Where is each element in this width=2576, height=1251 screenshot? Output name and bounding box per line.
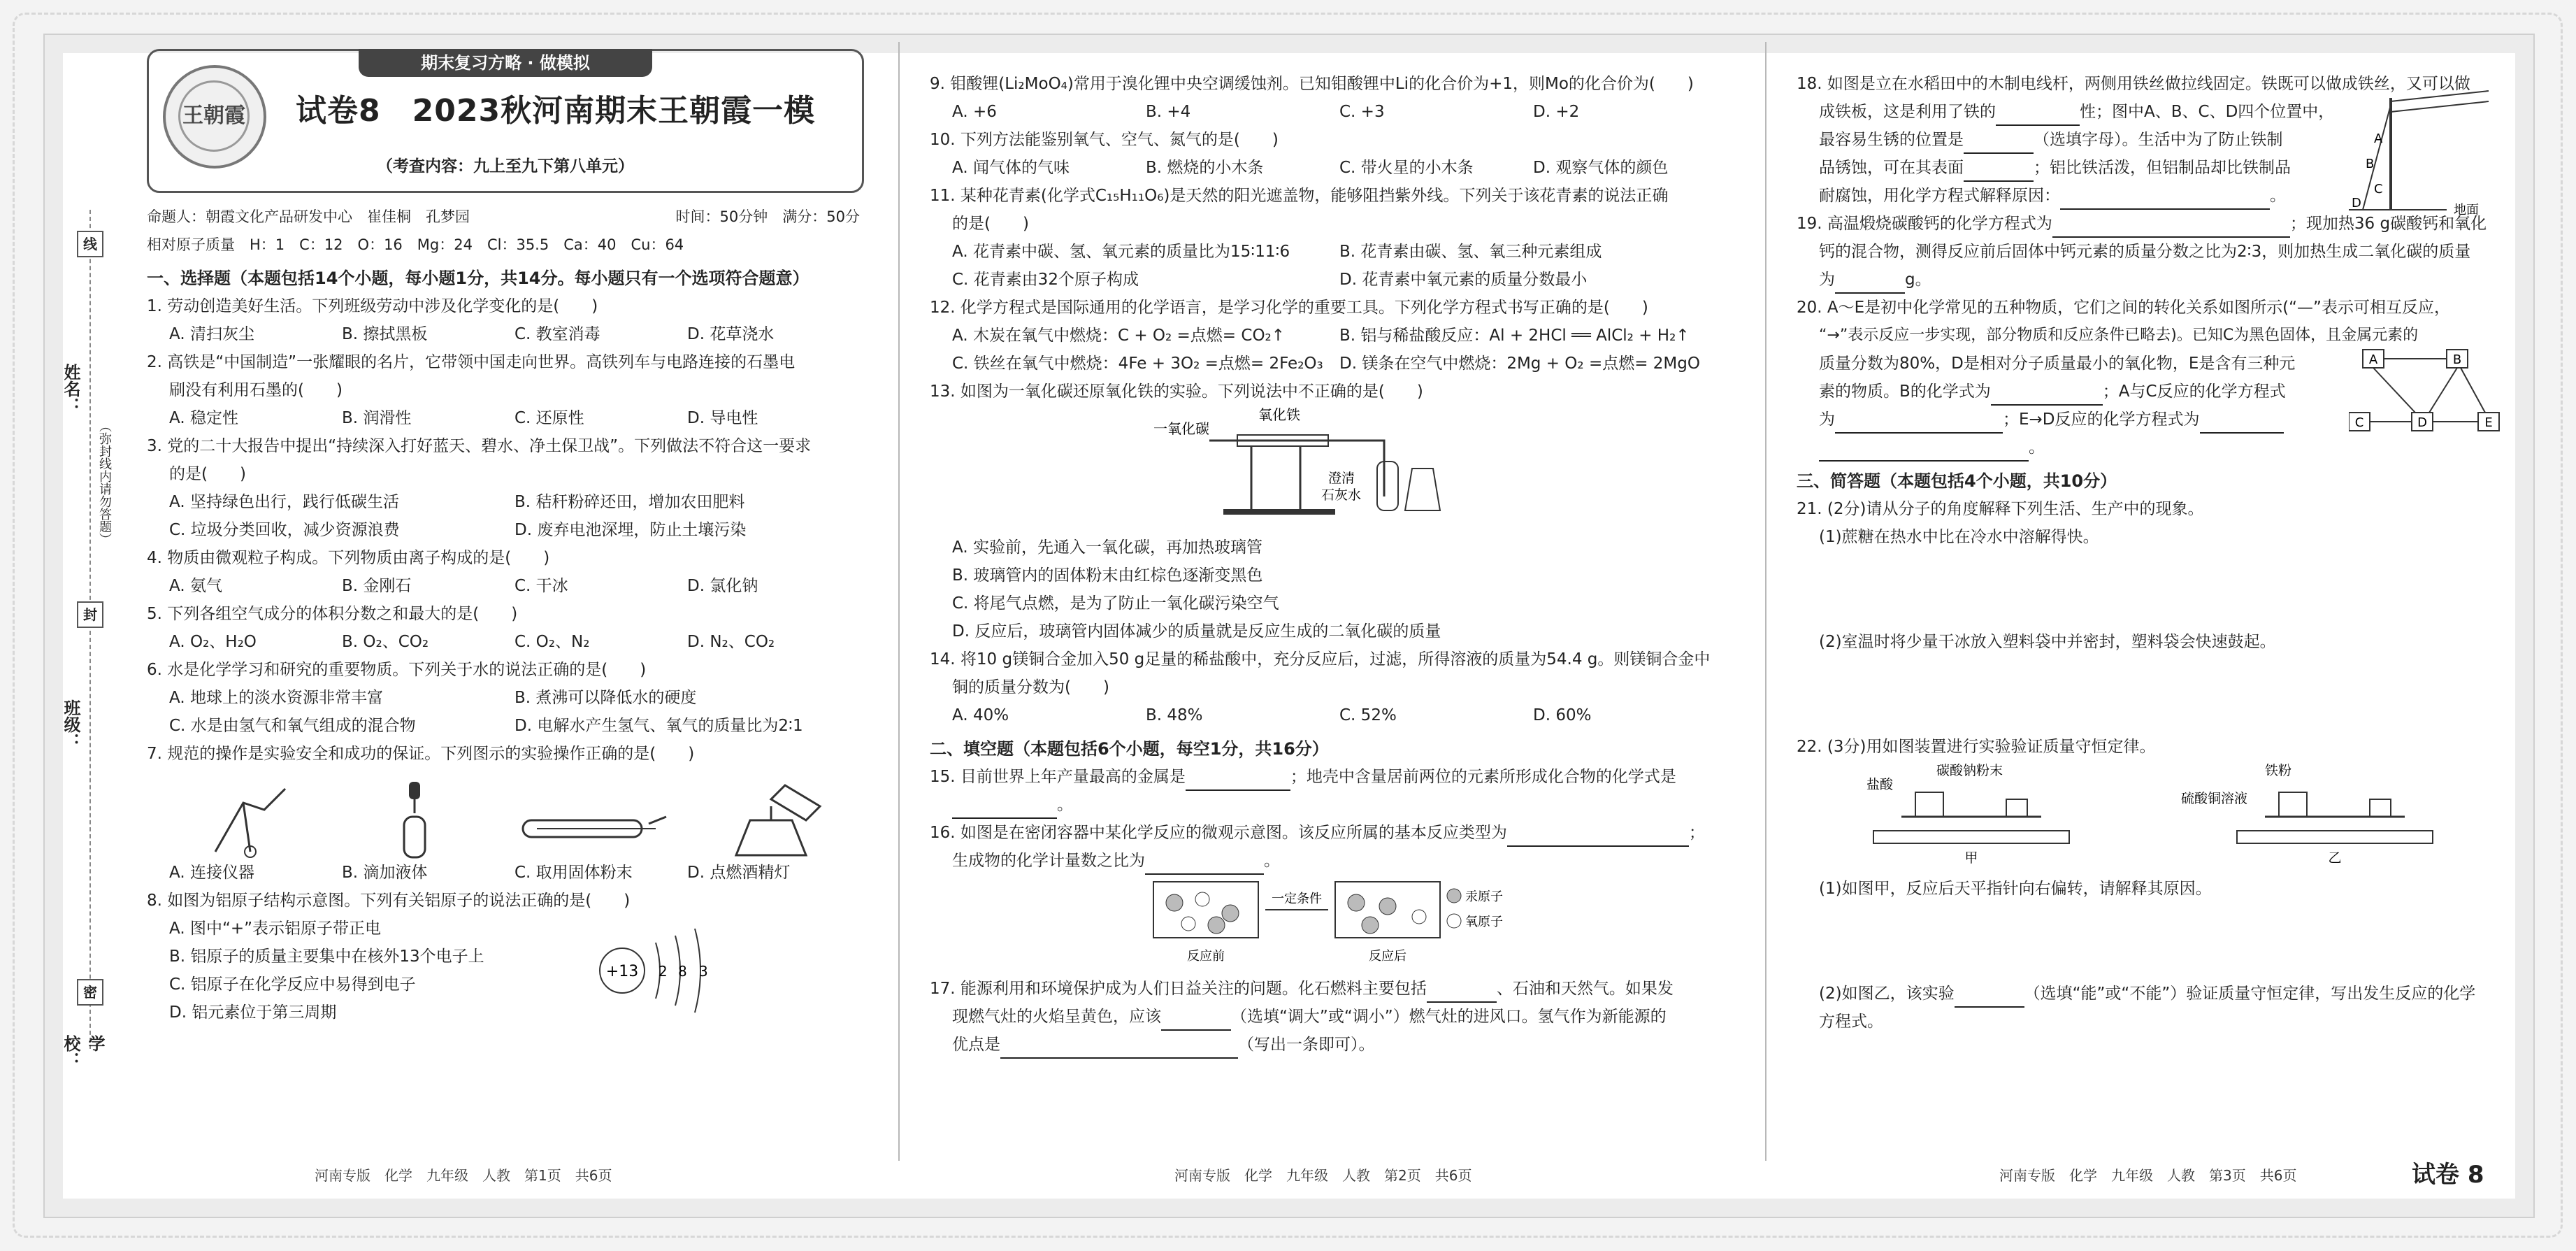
binding-strip: [61, 210, 112, 1068]
question: 7. 规范的操作是实验安全和成功的保证。下列图示的实验操作正确的是( ): [147, 745, 695, 763]
acid-label: 盐酸: [1866, 777, 1894, 792]
answer-blank[interactable]: [1835, 413, 2003, 434]
question: 13. 如图为一氧化碳还原氧化铁的实验。下列说法中不正确的是( ): [930, 383, 1423, 401]
question-cont: 的是( ): [169, 465, 246, 483]
question-cont: [930, 847, 1727, 875]
answer-space[interactable]: [1797, 656, 2524, 733]
text: 17. 能源利用和环境保护成为人们日益关注的问题。化石燃料主要包括: [930, 980, 1427, 998]
option: C. 52%: [1339, 706, 1397, 724]
question: 5. 下列各组空气成分的体积分数之和最大的是( ): [147, 605, 518, 623]
text: (2)如图乙，该实验: [1819, 985, 1955, 1003]
carbonate-label: 碳酸钠粉末: [1936, 763, 2003, 778]
question-cont: [930, 1031, 1727, 1059]
option: A. 地球上的淡水资源非常丰富: [169, 689, 383, 707]
text: 19. 高温煅烧碳酸钙的化学方程式为: [1797, 215, 2052, 233]
dropper-icon: [373, 778, 456, 859]
cuso4-label: 硫酸铜溶液: [2181, 791, 2248, 806]
legend-mercury: 汞原子: [1465, 889, 1503, 904]
option: C. 将尾气点燃，是为了防止一氧化碳污染空气: [952, 594, 1279, 613]
condition-label: 一定条件: [1272, 892, 1322, 906]
text: ；A与C反应的化学方程式: [2102, 383, 2286, 401]
point-b: B: [2366, 157, 2375, 171]
seal-mark: 线: [77, 231, 103, 257]
question-cont: 钙的混合物，测得反应前后固体中钙元素的质量分数之比为2∶3，则加热生成二氧化碳的质量: [1819, 243, 2471, 261]
answer-blank[interactable]: [1161, 1010, 1231, 1031]
answer-blank[interactable]: [1835, 273, 1905, 294]
answer-blank[interactable]: [952, 798, 1057, 819]
question: 4. 物质由微观粒子构成。下列物质由离子构成的是( ): [147, 549, 550, 567]
text: ；地壳中含量居前两位的元素所形成化合物的化学式是: [1290, 768, 1676, 786]
option: A. 清扫灰尘: [169, 325, 254, 343]
options: [147, 404, 860, 432]
option: B. 铝与稀盐酸反应：Al + 2HCl ══ AlCl₂ + H₂↑: [1339, 327, 1690, 345]
text: 。: [2270, 187, 2286, 205]
question: 6. 水是化学学习和研究的重要物质。下列关于水的说法正确的是( ): [147, 661, 647, 679]
question: [930, 975, 1727, 1003]
question-cont: [930, 791, 1727, 819]
option: C. 铁丝在氧气中燃烧：4Fe + 3O₂ =点燃= 2Fe₂O₃: [952, 355, 1323, 373]
lab-operations-figure: [175, 775, 860, 859]
options: [147, 572, 860, 600]
question-cont: 的是( ): [952, 215, 1029, 233]
exam-scope: （考查内容：九上至九下第八单元）: [377, 157, 634, 176]
sub-question-cont: 方程式。: [1819, 1013, 1883, 1031]
answer-blank[interactable]: [1964, 161, 2034, 182]
node-a: A: [2368, 352, 2378, 367]
options: [147, 628, 860, 656]
option: D. 铝元素位于第三周期: [169, 1003, 337, 1022]
node-e: E: [2484, 415, 2493, 430]
options: [147, 488, 860, 544]
option: C. 还原性: [515, 409, 584, 427]
options: [930, 701, 1727, 729]
figure-jia: 甲: [1964, 850, 1978, 866]
question: 21. (2分)请从分子的角度解释下列生活、生产中的现象。: [1797, 500, 2204, 518]
question: 9. 钼酸锂(Li₂MoO₄)常用于溴化锂中央空调缓蚀剂。已知钼酸锂中Li的化合价为+1，则Mo的化合价为( ): [930, 75, 1694, 93]
answer-blank[interactable]: [1427, 982, 1497, 1003]
nucleus-label: +13: [605, 963, 639, 980]
option: D. 点燃酒精灯: [687, 864, 791, 882]
text: 耐腐蚀，用化学方程式解释原因：: [1819, 187, 2060, 205]
figure-yi: 乙: [2328, 850, 2342, 866]
option: D. 氯化钠: [687, 577, 758, 595]
option: B. 燃烧的小木条: [1146, 159, 1264, 177]
iron-oxide-label: 氧化铁: [1258, 406, 1300, 423]
q20-block: [1797, 322, 2524, 462]
question: 10. 下列方法能鉴别氧气、空气、氮气的是( ): [930, 131, 1279, 149]
sub-question: [1797, 980, 2524, 1008]
name-label: 姓名：: [61, 364, 80, 414]
pole-diagram: [2349, 84, 2503, 224]
section-title: 一、选择题（本题包括14个小题，每小题1分，共14分。每小题只有一个选项符合题意）: [147, 269, 810, 288]
atomic-masses: 相对原子质量 H：1 C：12 O：16 Mg：24 Cl：35.5 Ca：40 Cu：64: [147, 236, 684, 253]
option: A. +6: [952, 103, 997, 121]
option: D. 60%: [1533, 706, 1592, 724]
option: C. 教室消毒: [515, 325, 600, 343]
options: [147, 915, 860, 1027]
option: B. 润滑性: [342, 409, 412, 427]
option: A. 氨气: [169, 577, 222, 595]
question-cont: 质量分数为80%，D是相对分子质量最小的氧化物，E是含有三种元: [1819, 355, 2296, 373]
question: 2. 高铁是“中国制造”一张耀眼的名片，它带领中国走向世界。高铁列车与电路连接的石墨电: [147, 353, 796, 371]
aluminum-atom-diagram: [594, 915, 734, 1020]
text: 最容易生锈的位置是: [1819, 131, 1964, 149]
options: [147, 684, 860, 740]
option: D. N₂、CO₂: [687, 633, 775, 651]
options: [930, 238, 1727, 294]
sub-question: (2)室温时将少量干冰放入塑料袋中并密封，塑料袋会快速鼓起。: [1819, 633, 2276, 651]
question: 20. A～E是初中化学常见的五种物质，它们之间的转化关系如图所示(“—”表示可相互反应，: [1797, 299, 2450, 317]
option: A. 闻气体的气味: [952, 159, 1070, 177]
co-reduction-apparatus: [1153, 406, 1447, 524]
option: A. 花青素中碳、氢、氧元素的质量比为15∶11∶6: [952, 243, 1290, 261]
option: C. 干冰: [515, 577, 568, 595]
time-score: 时间：50分钟 满分：50分: [675, 208, 860, 225]
answer-blank[interactable]: [1507, 826, 1689, 847]
option: B. O₂、CO₂: [342, 633, 429, 651]
text: 。: [2029, 438, 2045, 457]
column-divider: [1765, 42, 1766, 1161]
option: A. O₂、H₂O: [169, 633, 257, 651]
section-title: 三、简答题（本题包括4个小题，共10分）: [1797, 471, 2117, 491]
question: 18. 如图是立在水稻田中的木制电线杆，两侧用铁丝做拉线固定。铁既可以做成铁丝，又可以做: [1797, 75, 2470, 93]
school-label: 学校：: [61, 1035, 105, 1068]
question: 14. 将10 g镁铜合金加入50 g足量的稀盐酸中，充分反应后，过滤，所得溶液的质量为54.4 g。则镁铜合金中: [930, 650, 1711, 669]
answer-blank[interactable]: [2060, 189, 2270, 210]
option: B. +4: [1146, 103, 1191, 121]
option: C. 花青素由32个原子构成: [952, 271, 1139, 289]
question: 3. 党的二十大报告中提出“持续深入打好蓝天、碧水、净土保卫战”。下列做法不符合这一要求: [147, 437, 812, 455]
text: 、石油和天然气。如果发: [1496, 980, 1674, 998]
answer-space[interactable]: [1797, 903, 2524, 980]
option: A. 图中“+”表示铝原子带正电: [169, 920, 382, 938]
option: D. 花青素中氧元素的质量分数最小: [1339, 271, 1588, 289]
option: B. 玻璃管内的固体粉末由红棕色逐渐变黑色: [952, 566, 1263, 585]
option: B. 金刚石: [342, 577, 412, 595]
page-footer: 河南专版 化学 九年级 人教 第1页 共6页: [315, 1167, 612, 1184]
column-divider: [898, 42, 900, 1161]
answer-blank[interactable]: [1964, 133, 2034, 154]
options: [930, 534, 1727, 645]
options: [930, 322, 1727, 378]
seal-note: （弥封线内请勿答题）: [97, 420, 112, 545]
question-cont: [1797, 266, 2524, 294]
question: 11. 某种花青素(化学式C₁₅H₁₁O₆)是天然的阳光遮盖物，能够阻挡紫外线。下列关于该花青素的说法正确: [930, 187, 1669, 205]
seal-line: [89, 210, 91, 1049]
lime-label: 石灰水: [1321, 487, 1362, 503]
page-footer: 河南专版 化学 九年级 人教 第2页 共6页: [1174, 1167, 1472, 1184]
node-c: C: [2354, 415, 2364, 430]
point-c: C: [2374, 182, 2383, 196]
option: D. 废弃电池深埋，防止土壤污染: [515, 521, 747, 539]
page-footer: 河南专版 化学 九年级 人教 第3页 共6页: [1999, 1167, 2297, 1184]
text: ；现加热36 g碳酸钙和氧化: [2289, 215, 2487, 233]
option: C. 垃圾分类回收，减少资源浪费: [169, 521, 400, 539]
alcohol-lamp-icon: [722, 778, 834, 859]
class-label: 班级：: [61, 699, 80, 750]
powder-tube-icon: [509, 796, 670, 859]
option: A. 稳定性: [169, 409, 238, 427]
exam-meta: [147, 203, 860, 231]
answer-blank[interactable]: [2052, 217, 2290, 238]
option: D. 花草浇水: [687, 325, 775, 343]
seal-mark: 封: [77, 601, 103, 628]
text: 性；图中A、B、C、D四个位置中，: [2080, 103, 2335, 121]
text: g。: [1905, 271, 1931, 289]
text: 15. 目前世界上年产量最高的金属是: [930, 768, 1186, 786]
question: 22. (3分)用如图装置进行实验验证质量守恒定律。: [1797, 738, 2156, 756]
option: A. 木炭在氧气中燃烧：C + O₂ =点燃= CO₂↑: [952, 327, 1286, 345]
before-label: 反应前: [1187, 949, 1225, 964]
option: C. O₂、N₂: [515, 633, 590, 651]
text: 素的物质。B的化学式为: [1819, 383, 1991, 401]
q18-block: [1797, 98, 2524, 217]
authors: 命题人：朝霞文化产品研发中心 崔佳桐 孔梦园: [147, 208, 470, 225]
node-b: B: [2452, 352, 2462, 367]
option: D. 导电性: [687, 409, 758, 427]
text: （选填字母）。生活中为了防止铁制: [2034, 131, 2283, 149]
text: （选填“调大”或“调小”）燃气灶的进风口。氢气作为新能源的: [1231, 1008, 1667, 1026]
option: A. 40%: [952, 706, 1009, 724]
option: B. 煮沸可以降低水的硬度: [515, 689, 697, 707]
options: [930, 98, 1727, 126]
option: B. 滴加液体: [342, 864, 428, 882]
text: 为: [1819, 410, 1835, 429]
option: C. 带火星的小木条: [1339, 159, 1474, 177]
question-cont: 刷没有利用石墨的( ): [169, 381, 343, 399]
conversion-diagram: [2349, 343, 2503, 441]
question: 12. 化学方程式是国际通用的化学语言，是学习化学的重要工具。下列化学方程式书写正确的是( ): [930, 299, 1648, 317]
exam-header: [147, 49, 864, 193]
question-cont: [930, 1003, 1727, 1031]
shell-2: 8: [678, 963, 687, 980]
option: C. 铝原子在化学反应中易得到电子: [169, 975, 416, 994]
option: B. 花青素由碳、氢、氧三种元素组成: [1339, 243, 1602, 261]
option: C. +3: [1339, 103, 1385, 121]
text: ；铝比铁活泼，但铝制品却比铁制品: [2034, 159, 2291, 177]
answer-space[interactable]: [1797, 551, 2524, 628]
connect-apparatus-icon: [201, 782, 320, 859]
paper-tag: 试卷 8: [2412, 1161, 2484, 1189]
answer-blank[interactable]: [1955, 987, 2024, 1008]
answer-blank[interactable]: [1000, 1038, 1238, 1059]
text: 为: [1819, 271, 1835, 289]
co-label: 一氧化碳: [1153, 420, 1209, 437]
text: （写出一条即可）。: [1238, 1036, 1375, 1054]
answer-blank[interactable]: [1186, 770, 1290, 791]
option: A. 实验前，先通入一氧化碳，再加热玻璃管: [952, 538, 1262, 557]
shell-3: 3: [699, 963, 708, 980]
question: [930, 763, 1727, 791]
answer-blank[interactable]: [2200, 413, 2284, 434]
option: B. 铝原子的质量主要集中在核外13个电子上: [169, 948, 484, 966]
banner: 期末复习方略 · 做模拟: [359, 49, 652, 77]
option: D. 观察气体的颜色: [1533, 159, 1669, 177]
option: A. 连接仪器: [169, 864, 254, 882]
options: [147, 859, 860, 887]
point-a: A: [2374, 131, 2383, 146]
point-d: D: [2352, 196, 2361, 210]
text: 优点是: [952, 1036, 1000, 1054]
text: ；: [1688, 824, 1705, 842]
q8-block: [147, 915, 860, 1027]
option: A. 坚持绿色出行，践行低碳生活: [169, 493, 399, 511]
iron-label: 铁粉: [2265, 763, 2292, 778]
text: 16. 如图是在密闭容器中某化学反应的微观示意图。该反应所属的基本反应类型为: [930, 824, 1507, 842]
question: 1. 劳动创造美好生活。下列班级劳动中涉及化学变化的是( ): [147, 297, 598, 315]
option: C. 取用固体粉末: [515, 864, 633, 882]
option: D. +2: [1533, 103, 1580, 121]
node-d: D: [2417, 415, 2427, 430]
option: B. 秸秆粉碎还田，增加农田肥料: [515, 493, 745, 511]
text: 成铁板，这是利用了铁的: [1819, 103, 1996, 121]
options: [930, 154, 1727, 182]
sub-question: (1)蔗糖在热水中比在冷水中溶解得快。: [1819, 528, 2099, 546]
sub-question: (1)如图甲，反应后天平指针向右偏转，请解释其原因。: [1819, 880, 2212, 898]
column-1: [147, 49, 860, 1027]
text: 生成物的化学计量数之比为: [952, 852, 1145, 870]
question-cont: 铜的质量分数为( ): [952, 678, 1109, 696]
text: 品锈蚀，可在其表面: [1819, 159, 1964, 177]
text: 。: [1057, 796, 1073, 814]
micro-reaction-diagram: [1146, 875, 1510, 966]
answer-blank[interactable]: [1145, 854, 1264, 875]
section-title: 二、填空题（本题包括6个小题，每空1分，共16分）: [930, 739, 1329, 759]
text: 现燃气灶的火焰呈黄色，应该: [952, 1008, 1161, 1026]
legend-oxygen: 氧原子: [1465, 915, 1503, 929]
logo-text: 王朝霞: [178, 80, 250, 152]
seal-mark: 密: [77, 979, 103, 1006]
option: B. 擦拭黑板: [342, 325, 428, 343]
shell-1: 2: [659, 963, 668, 980]
column-3: [1797, 70, 2524, 1036]
page-title: 试卷8 2023秋河南期末王朝霞一模: [296, 93, 816, 129]
answer-blank[interactable]: [1819, 441, 2029, 462]
question-cont: “→”表示反应一步实现，部分物质和反应条件已略去)。已知C为黑色固体，且金属元素的: [1819, 327, 2419, 344]
answer-blank[interactable]: [1996, 105, 2080, 126]
ground-label: 地面: [2454, 203, 2479, 217]
question: 8. 如图为铝原子结构示意图。下列有关铝原子的说法正确的是( ): [147, 892, 631, 910]
option: C. 水是由氢气和氧气组成的混合物: [169, 717, 416, 735]
option: D. 电解水产生氢气、氧气的质量比为2∶1: [515, 717, 803, 735]
after-label: 反应后: [1369, 949, 1406, 964]
balance-diagram: [1845, 761, 2475, 866]
text: ；E→D反应的化学方程式为: [2003, 410, 2200, 429]
column-2: [930, 70, 1727, 1059]
question: [930, 819, 1727, 847]
option: D. 反应后，玻璃管内固体减少的质量就是反应生成的二氧化碳的质量: [952, 622, 1441, 641]
options: [147, 320, 860, 348]
option: D. 镁条在空气中燃烧：2Mg + O₂ =点燃= 2MgO: [1339, 355, 1700, 373]
text: 。: [1264, 852, 1280, 870]
text: （选填“能”或“不能”）验证质量守恒定律，写出发生反应的化学: [2024, 985, 2476, 1003]
option: B. 48%: [1146, 706, 1203, 724]
answer-blank[interactable]: [1991, 385, 2103, 406]
lime-label: 澄清: [1328, 471, 1355, 486]
